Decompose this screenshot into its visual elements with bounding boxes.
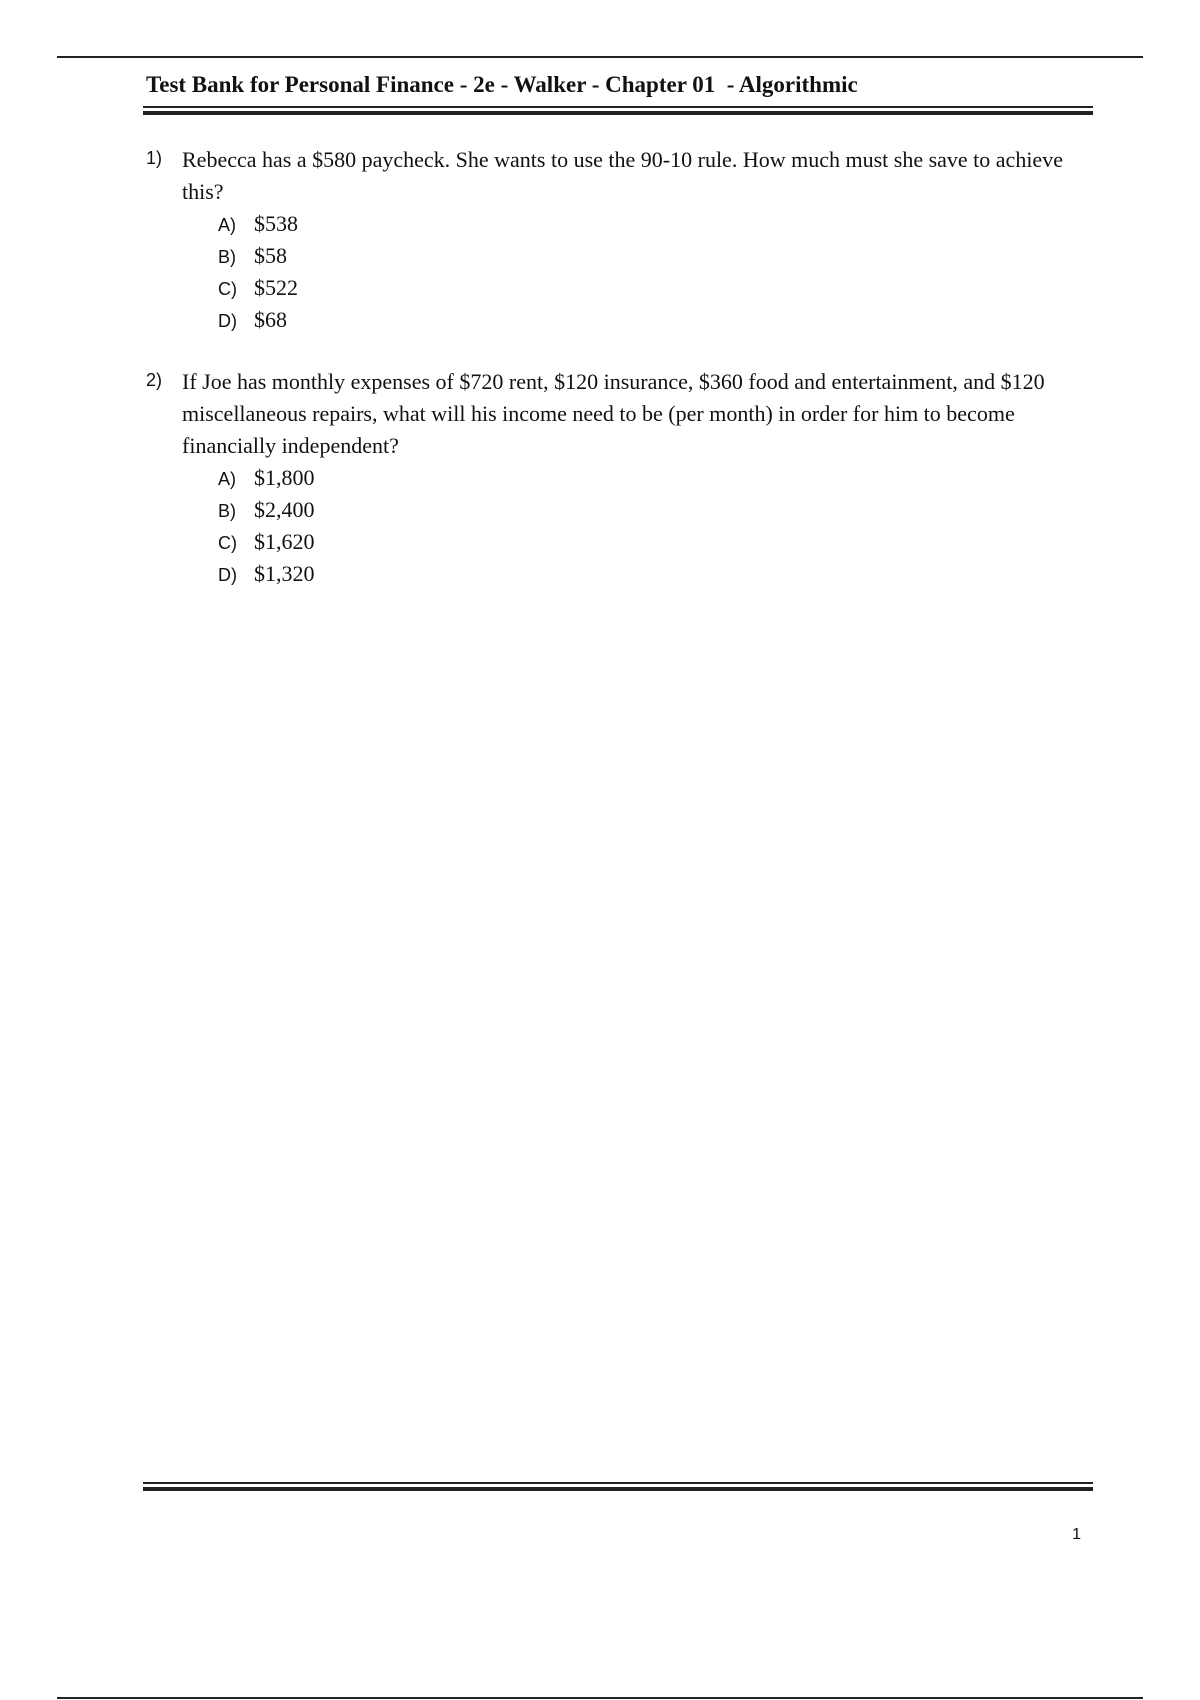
question-2 <box>146 366 1086 590</box>
option-d <box>218 558 1086 590</box>
option-value: $538 <box>254 211 298 236</box>
option-letter: D) <box>218 311 237 331</box>
bottom-divider <box>57 1697 1143 1699</box>
question-1 <box>146 144 1086 336</box>
option-d <box>218 304 1086 336</box>
option-letter: C) <box>218 279 237 299</box>
answer-options <box>218 462 1086 590</box>
option-value: $1,320 <box>254 561 315 586</box>
answer-options <box>218 208 1086 336</box>
question-text: If Joe has monthly expenses of $720 rent, $120 insurance, $360 food and entertainment, and $120 miscellaneous repairs, what will his income need to be (per month) in order for him to become financially independent? <box>182 369 1045 458</box>
option-value: $1,620 <box>254 529 315 554</box>
top-divider <box>57 56 1143 58</box>
header-double-rule <box>143 106 1093 115</box>
option-letter: A) <box>218 469 236 489</box>
option-a <box>218 462 1086 494</box>
option-c <box>218 272 1086 304</box>
option-letter: A) <box>218 215 236 235</box>
option-value: $2,400 <box>254 497 315 522</box>
option-b <box>218 494 1086 526</box>
option-letter: B) <box>218 247 236 267</box>
page-number: 1 <box>1072 1526 1081 1543</box>
question-text: Rebecca has a $580 paycheck. She wants to use the 90-10 rule. How much must she save to achieve this? <box>182 147 1063 204</box>
question-number: 2) <box>146 370 163 390</box>
option-letter: D) <box>218 565 237 585</box>
page-title: Test Bank for Personal Finance - 2e - Walker - Chapter 01 - Algorithmic <box>146 72 858 97</box>
option-value: $522 <box>254 275 298 300</box>
footer-double-rule <box>143 1482 1093 1491</box>
option-letter: B) <box>218 501 236 521</box>
option-value: $1,800 <box>254 465 315 490</box>
option-a <box>218 208 1086 240</box>
option-b <box>218 240 1086 272</box>
option-letter: C) <box>218 533 237 553</box>
option-value: $58 <box>254 243 287 268</box>
question-number: 1) <box>146 148 163 168</box>
option-c <box>218 526 1086 558</box>
option-value: $68 <box>254 307 287 332</box>
